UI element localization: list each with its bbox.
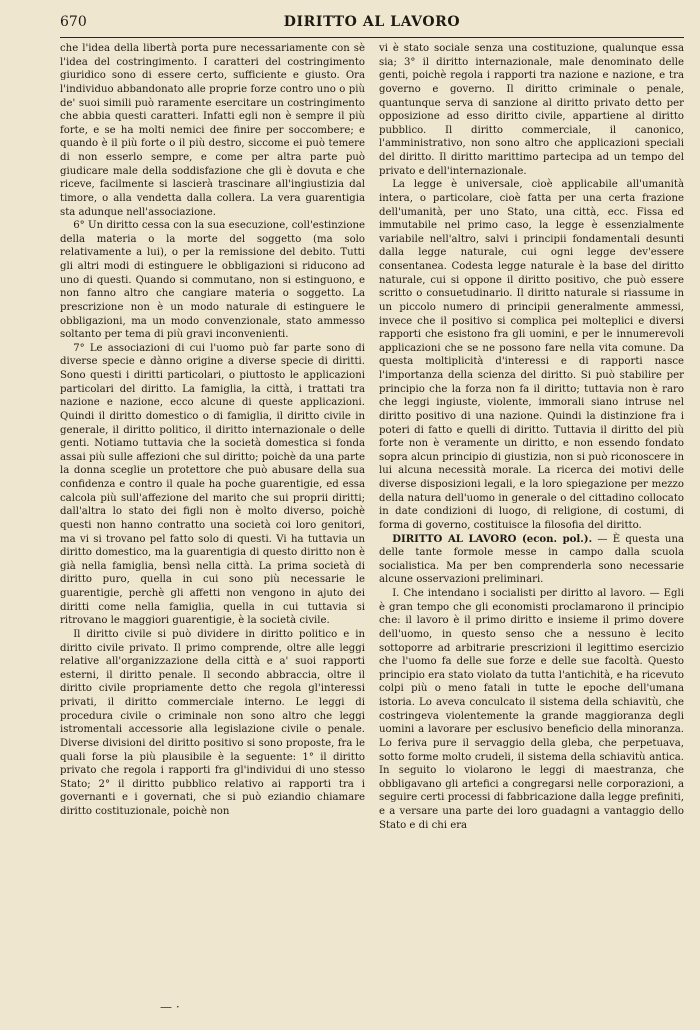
running-head: DIRITTO AL LAVORO (283, 14, 461, 30)
page-header (60, 14, 684, 38)
paragraph-text: 7° Le associazioni di cui l'uomo può far parte sono di diverse specie e dànno origine a diverse specie di diritti. Sono questi i diritti particolari, o piuttosto le applicazioni particolari del diritto. La famiglia, la città, i trattati tra nazione e nazione, ecco alcune di queste applicazioni. Quindi il diritto domestico o di famiglia, il diritto civile in generale, il diritto politico, il diritto internazionale o delle genti. Notiamo tuttavia che la società domestica si fonda assai più sulle affezioni che sul diritto; poichè da una parte la donna sceglie un protettore che può abusare della sua confidenza e contro il quale ha poche guarentigie, ed essa calcola più sull'affezione del marito che sui proprii diritti; dall'altra lo stato dei figli non è molto diverso, poichè questi non hanno contratto una società coi loro genitori, ma vi si trovano pel fatto solo di questi. Vi ha tuttavia un diritto domestico, ma la guarentigia di questo diritto non è già nella famiglia, bensì nella città. La prima società di diritto puro, quella in cui sono più necessarie le guarentigie, perchè gli affetti non vengono in ajuto dei diritti come nella famiglia, quella in cui tuttavia si ritrovano le maggiori guarentigie, è la società civile. (60, 342, 365, 627)
paragraph (60, 342, 365, 628)
paragraph-text: — È questa una delle tante formole messe in campo dalla scuola socialistica. Ma per ben comprenderla sono necessarie alcune osservazioni preliminari. (379, 533, 684, 586)
printer-mark: — · (160, 1000, 180, 1014)
paragraph (60, 219, 365, 342)
paragraph-text: I. Che intendano i socialisti per diritto al lavoro. — Egli è gran tempo che gli economisti proclamarono il principio che: il lavoro è il primo diritto e insieme il primo dovere dell'uomo, in questo senso che a nessuno è lecito sottoporre ad arbitrarie prescrizioni il legittimo esercizio che l'uomo fa delle sue forze e delle sue facoltà. Questo principio era stato violato da tutta l'antichità, e ha ricevuto colpi più o meno fatali in tutte le epoche dell'umana istoria. Lo aveva conculcato il sistema della schiavitù, che costringeva violentemente la grande maggioranza degli uomini a lavorare per esclusivo beneficio della minoranza. Lo feriva pure il servaggio della gleba, che perpetuava, sotto forme molto crudeli, il sistema della schiavitù antica. In seguito lo violarono le leggi di maestranza, che obbligavano gli artefici a congregarsi nelle corporazioni, a seguire certi processi di fabbricazione dalla legge prefiniti, e a versare una parte dei loro guadagni a vantaggio dello Stato e di chi era (379, 588, 684, 831)
page-number: 670 (60, 14, 87, 30)
entry-paragraph (379, 533, 684, 588)
paragraph (379, 42, 684, 178)
paragraph-text: 6° Un diritto cessa con la sua esecuzione, coll'estinzione della materia o la morte del soggetto (ma solo relativamente a lui), o per la remissione del debito. Tutti gli altri modi di estinguere le obbligazioni si riducono ad uno di questi. Quando si commutano, non si estinguono, e non fanno altro che cangiare materia o soggetto. La prescrizione non è un modo naturale di estinguere le obbligazioni, ma un modo convenzionale, stato ammesso soltanto per tema di più gravi inconvenienti. (60, 220, 365, 341)
paragraph (379, 178, 684, 532)
paragraph-text: che l'idea della libertà porta pure necessariamente con sè l'idea del costringimento. I caratteri del costringimento giuridico sono di essere certo, sufficiente e giusto. Ora l'individuo abbandonato alle proprie forze contro uno o più de' suoi simili può raramente esercitare un costringimento che abbia questi caratteri. Infatti egli non è sempre il più forte, e se ha molti nemici dee finire per soccombere; e quando è il più forte o il più destro, siccome ei può temere di non esserlo sempre, e come per altra parte può giudicare male della soddisfazione che gli è dovuta e che riceve, facilmente si lascierà trascinare all'ingiustizia dal timore, o alla vendetta dalla collera. La vera guarentigia sta adunque nell'associazione. (60, 43, 365, 218)
paragraph (60, 42, 365, 219)
paragraph-text: Il diritto civile si può dividere in diritto politico e in diritto civile privato. Il primo comprende, oltre alle leggi relative all'organizzazione della città e a' suoi rapporti esterni, il diritto penale. Il secondo abbraccia, oltre il diritto civile propriamente detto che regola gl'interessi privati, il diritto commerciale interno. Le leggi di procedura civile o criminale non sono altro che leggi istromentali accessorie alla legislazione civile o penale. Diverse divisioni del diritto positivo si sono proposte, fra le quali forse la più plausibile è la seguente: 1° il diritto privato che regola i rapporti fra gl'individui di uno stesso Stato; 2° il diritto pubblico relativo ai rapporti tra i governanti e i governati, che si può eziandio chiamare diritto costituzionale, poichè non (60, 628, 365, 817)
left-column (60, 42, 365, 1022)
paragraph-text: La legge è universale, cioè applicabile all'umanità intera, o particolare, cioè fatta per una certa frazione dell'umanità, per uno Stato, una città, ecc. Fissa ed immutabile nel primo caso, la legge è essenzialmente variabile nell'altro, salvi i principii fondamentali desunti dalla legge naturale, cui ogni legge dev'essere consentanea. Codesta legge naturale è la base del diritto naturale, cui si oppone il diritto positivo, che può essere scritto o consuetudinario. Il diritto naturale si riassume in un piccolo numero di principii generalmente ammessi, invece che il positivo si complica pei molteplici e diversi rapporti che esistono fra gli uomini, e per le innumerevoli applicazioni che se ne possono fare nella vita comune. Da questa moltiplicità d'interessi e di rapporti nasce l'importanza della scienza del diritto. Si può stabilire per principio che la forza non fa il diritto; tuttavia non è raro che leggi ingiuste, violente, immorali siano intruse nel diritto positivo di una nazione. Quindi la distinzione fra i poteri di fatto e quelli di diritto. Tuttavia il diritto del più forte non è veramente un diritto, e non essendo fondato sopra alcun principio di giustizia, non si può riconoscere in lui alcuna necessità morale. La ricerca dei motivi delle diverse disposizioni legali, e la loro spiegazione per mezzo della natura dell'uomo in generale o del cittadino collocato in date condizioni di luogo, di religione, di costumi, di forma di governo, costituisce la filosofia del diritto. (379, 179, 684, 531)
paragraph (379, 587, 684, 832)
paragraph (60, 628, 365, 819)
paragraph-text: vi è stato sociale senza una costituzione, qualunque essa sia; 3° il diritto internazionale, male denominato delle genti, poichè regola i rapporti tra nazione e nazione, e tra governo e governo. Il diritto criminale o penale, quantunque serva di sanzione al diritto privato detto per opposizione ad esso diritto civile, appartiene al diritto pubblico. Il diritto commerciale, il canonico, l'amministrativo, non sono altro che applicazioni speciali del diritto. Il diritto marittimo partecipa ad un tempo del privato e dell'internazionale. (379, 43, 684, 177)
two-column-body (60, 42, 684, 1022)
right-column (379, 42, 684, 1022)
entry-heading: DIRITTO AL LAVORO (econ. pol.). (392, 532, 593, 545)
